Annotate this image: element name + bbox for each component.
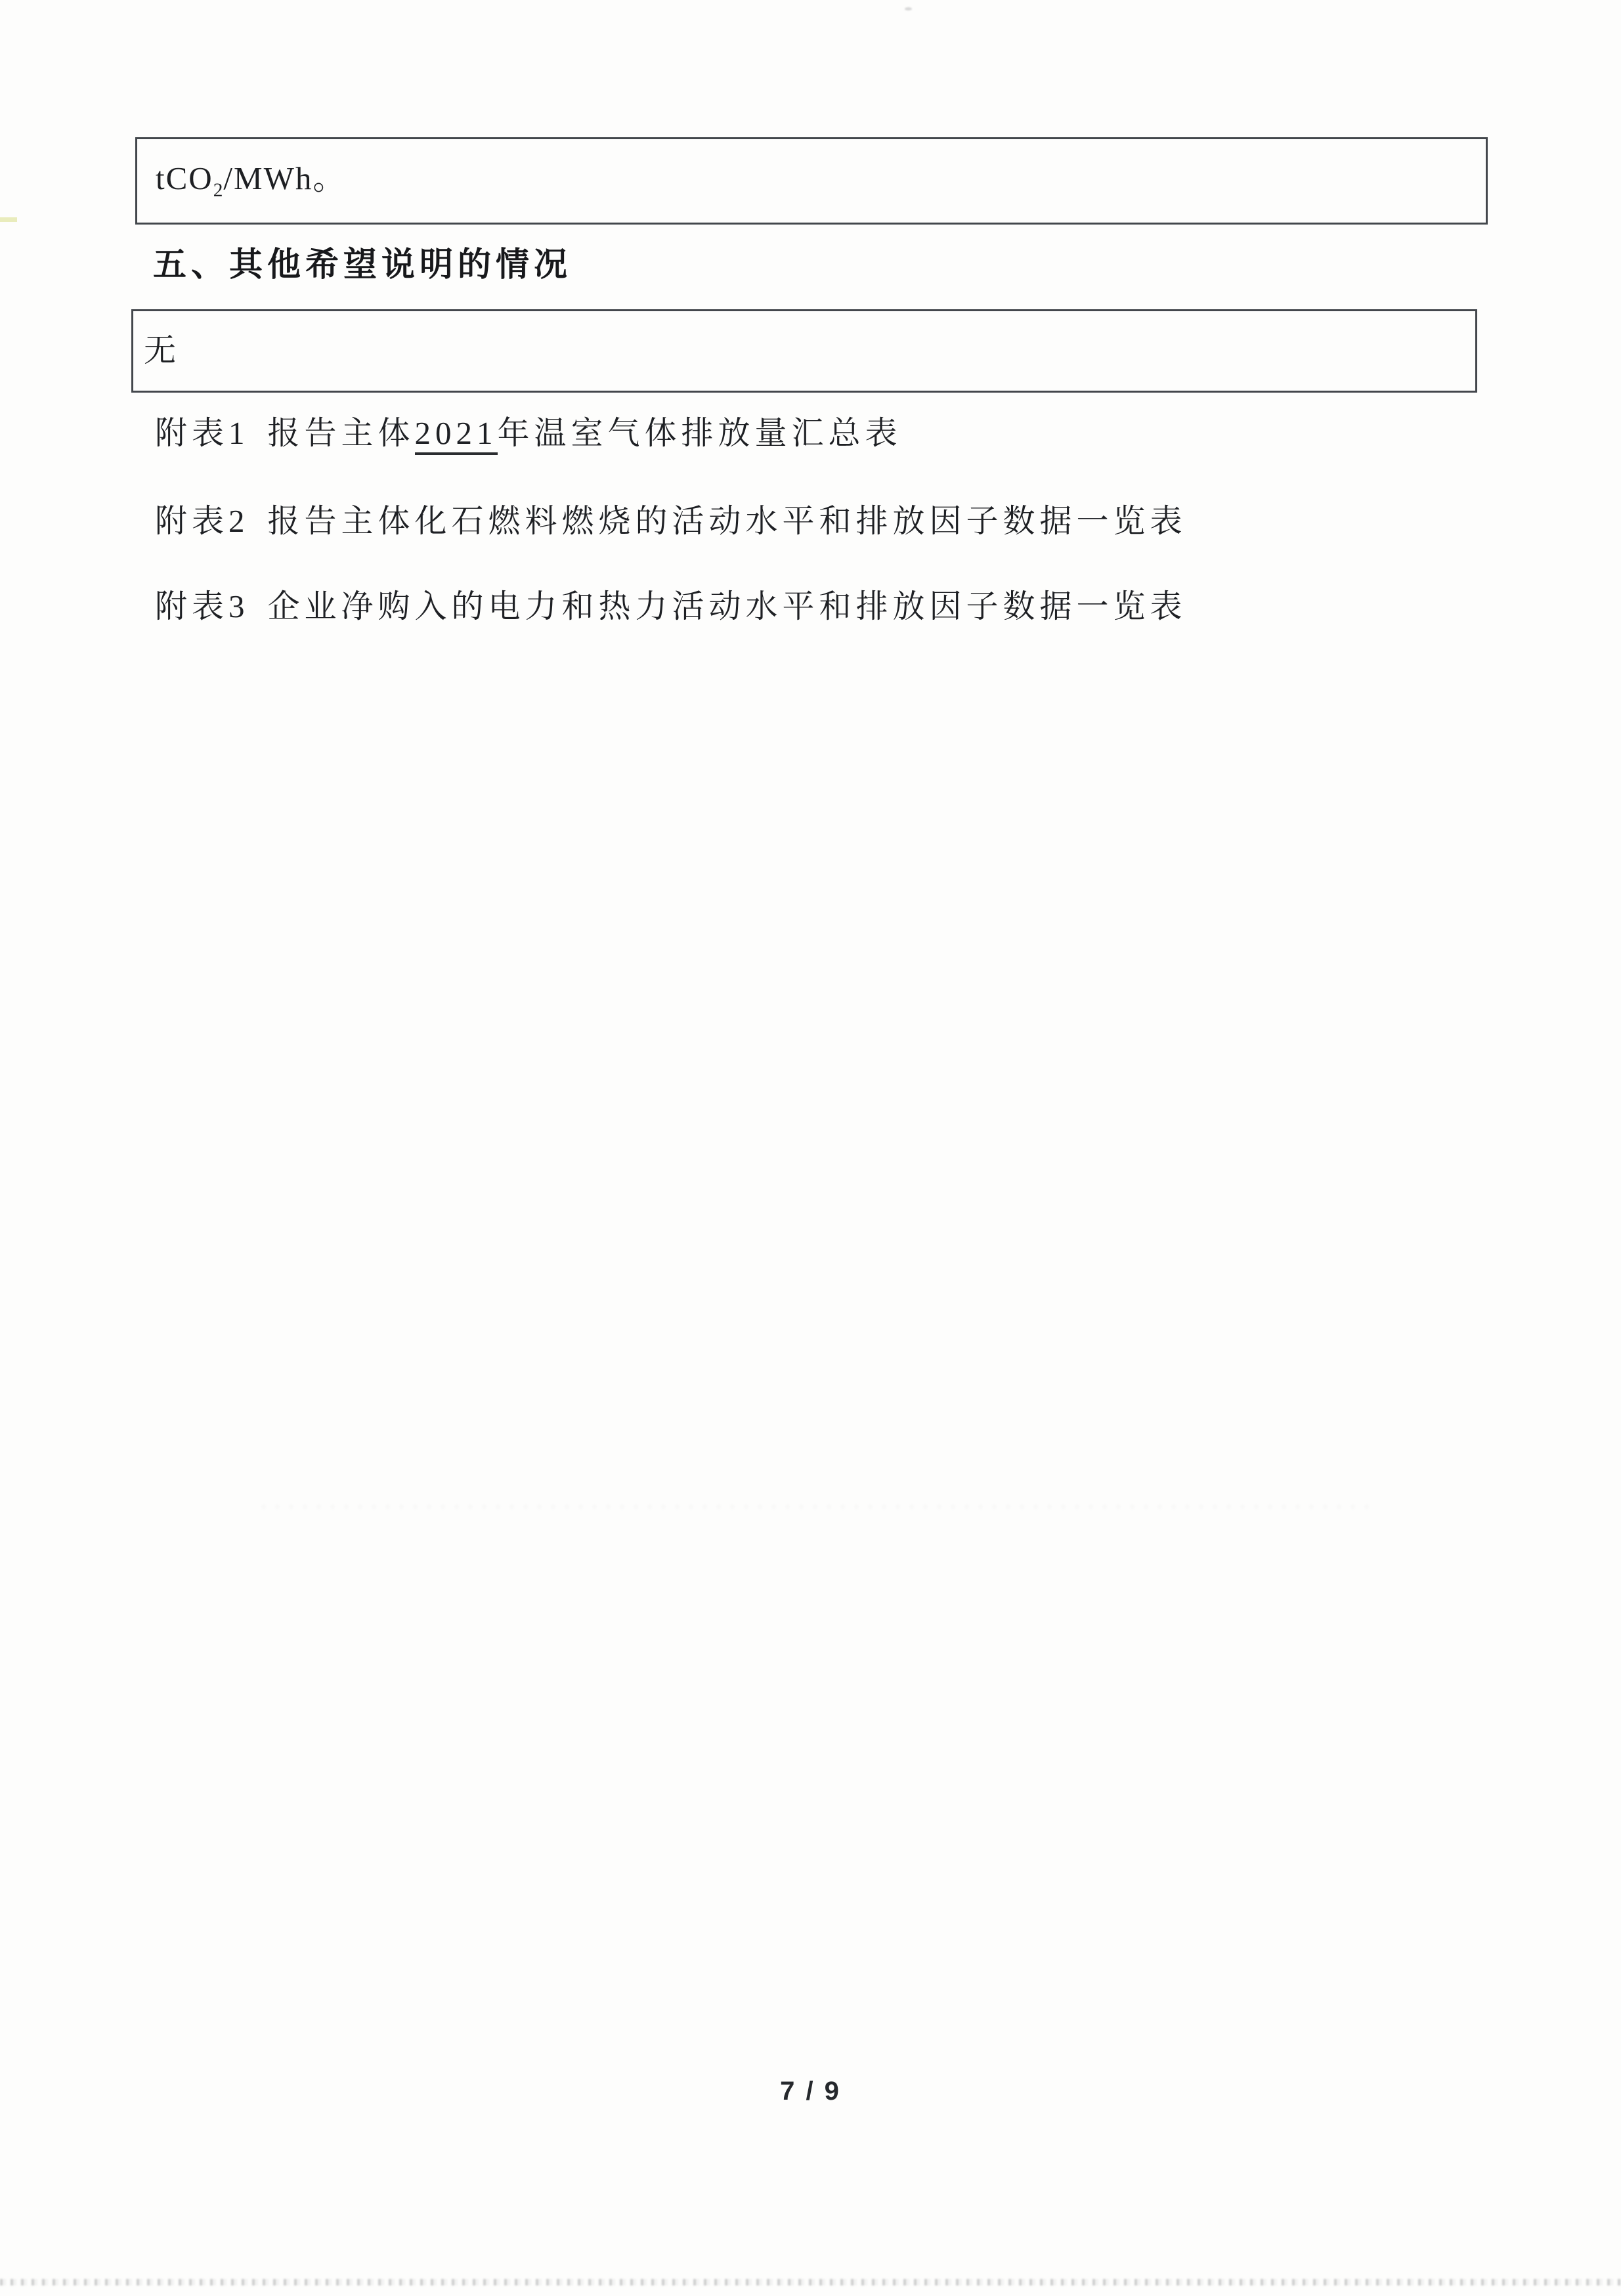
emission-factor-unit-text [156, 160, 346, 202]
section-heading-other-notes: 五、其他希望说明的情况 [153, 246, 573, 283]
attachment-line-1 [155, 412, 902, 454]
emission-unit-suffix: /MWh。 [223, 160, 347, 196]
attachment-3-label: 附表3 [155, 588, 249, 624]
scan-artifact-mid-noise [263, 1505, 1379, 1509]
attachment-line-2 [155, 500, 1187, 542]
scan-artifact-yellow-dash [0, 217, 17, 222]
other-notes-answer-box [131, 309, 1477, 393]
other-notes-text: 无 [144, 332, 178, 369]
attachment-2-label: 附表2 [155, 503, 249, 539]
attachment-2-text-before: 报告主体化石燃料燃烧的活动水平和排放因子数据一览表 [267, 503, 1187, 539]
attachment-line-3 [155, 586, 1187, 628]
scan-artifact-bottom-bleedthrough [0, 2279, 1621, 2285]
emission-unit-prefix: tCO [156, 160, 213, 196]
attachment-1-underlined-year: 2021 [415, 415, 498, 455]
attachment-3-text-before: 企业净购入的电力和热力活动水平和排放因子数据一览表 [267, 588, 1187, 624]
emission-factor-answer-box [135, 137, 1488, 225]
co2-subscript: 2 [213, 179, 224, 201]
page-number: 7 / 9 [780, 2077, 841, 2106]
attachment-1-text-before: 报告主体 [267, 415, 415, 451]
attachment-1-label: 附表1 [155, 415, 249, 451]
attachment-1-text-after: 年温室气体排放量汇总表 [497, 415, 902, 451]
scan-artifact-top-dot [905, 7, 912, 11]
